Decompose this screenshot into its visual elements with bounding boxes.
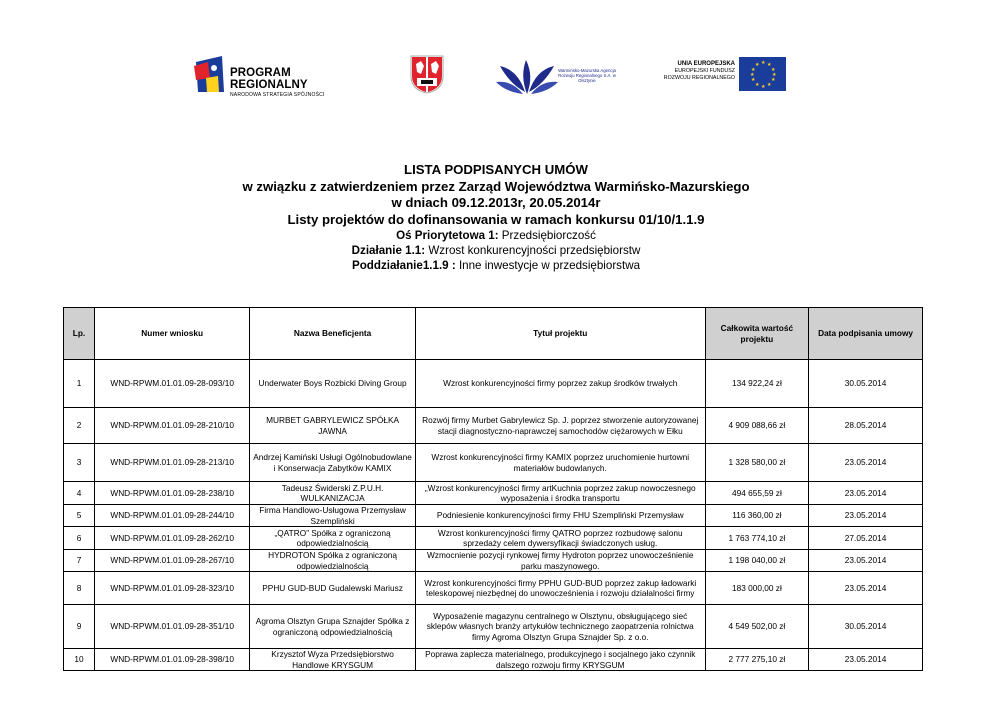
submeasure	[0, 258, 992, 273]
program-regionalny-title: PROGRAM REGIONALNY	[230, 67, 308, 91]
cell-data: 27.05.2014	[809, 527, 923, 550]
program-regionalny-emblem-icon	[192, 52, 232, 98]
measure-label: Działanie 1.1:	[351, 244, 426, 257]
cell-nazwa: Firma Handlowo-Usługowa Przemysław Szempliński	[250, 505, 416, 527]
cell-nazwa: Krzysztof Wyza Przedsiębiorstwo Handlowe KRYSGUM	[250, 649, 416, 671]
cell-tytul: Wzrost konkurencyjności firmy poprzez zakup środków trwałych	[415, 360, 705, 408]
eu-line2: EUROPEJSKI FUNDUSZ	[674, 68, 735, 74]
heading-line2: w związku z zatwierdzeniem przez Zarząd Województwa Warmińsko-Mazurskiego	[242, 178, 750, 194]
cell-tytul: Wzmocnienie pozycji rynkowej firmy Hydroton poprzez unowocześnienie parku maszynowego.	[415, 550, 705, 572]
header-data: Data podpisania umowy	[809, 308, 923, 360]
heading-line3: w dniach 09.12.2013r, 20.05.2014r	[391, 195, 601, 210]
table-body	[64, 360, 923, 671]
cell-wartosc: 116 360,00 zł	[705, 505, 808, 527]
cell-numer: WND-RPWM.01.01.09-28-210/10	[95, 408, 250, 444]
svg-text:★: ★	[750, 72, 755, 78]
agency-logo	[496, 54, 616, 96]
priority-axis-label: Oś Priorytetowa 1:	[396, 229, 499, 242]
cell-lp: 6	[64, 527, 95, 550]
cell-data: 23.05.2014	[809, 482, 923, 505]
svg-text:★: ★	[755, 82, 760, 88]
cell-lp: 1	[64, 360, 95, 408]
cell-wartosc: 1 763 774,10 zł	[705, 527, 808, 550]
table-row	[64, 444, 923, 482]
cell-numer: WND-RPWM.01.01.09-28-398/10	[95, 649, 250, 671]
header-wartosc: Całkowita wartość projektu	[705, 308, 808, 360]
cell-tytul: Wzrost konkurencyjności firmy QATRO poprzez rozbudowę salonu sprzedaży celem dywersyfikacji świadczonych usług.	[415, 527, 705, 550]
submeasure-label: Poddziałanie1.1.9 :	[351, 259, 456, 272]
cell-wartosc: 183 000,00 zł	[705, 572, 808, 605]
cell-lp: 9	[64, 605, 95, 649]
cell-lp: 4	[64, 482, 95, 505]
cell-lp: 8	[64, 572, 95, 605]
cell-nazwa: MURBET GABRYLEWICZ SPÓŁKA JAWNA	[250, 408, 416, 444]
cell-wartosc: 494 655,59 zł	[705, 482, 808, 505]
contracts-table	[63, 307, 923, 671]
cell-numer: WND-RPWM.01.01.09-28-267/10	[95, 550, 250, 572]
coat-of-arms-logo	[409, 54, 445, 94]
cell-data: 23.05.2014	[809, 572, 923, 605]
agency-name: Warmińsko-Mazurska Agencja Rozwoju Regionalnego S.A. w Olsztynie	[558, 68, 616, 83]
cell-tytul: Poprawa zaplecza materialnego, produkcyjnego i socjalnego jako czynnik dalszego rozwoju firmy KRYSGUM	[415, 649, 705, 671]
table-row	[64, 360, 923, 408]
table-row	[64, 408, 923, 444]
cell-data: 30.05.2014	[809, 360, 923, 408]
priority-axis-value: Przedsiębiorczość	[498, 229, 596, 242]
cell-numer: WND-RPWM.01.01.09-28-213/10	[95, 444, 250, 482]
cell-nazwa: Andrzej Kamiński Usługi Ogólnobudowlane i Konserwacja Zabytków KAMIX	[250, 444, 416, 482]
eu-logo	[650, 57, 790, 93]
cell-wartosc: 1 198 040,00 zł	[705, 550, 808, 572]
svg-text:★: ★	[761, 60, 766, 66]
cell-tytul: Wzrost konkurencyjności firmy PPHU GUD-BUD poprzez zakup ładowarki teleskopowej niezbędnej do unowocześnienia i rozwoju działalności firmy	[415, 572, 705, 605]
document-heading	[0, 162, 992, 273]
cell-nazwa: Tadeusz Świderski Z.P.U.H. WULKANIZACJA	[250, 482, 416, 505]
cell-lp: 7	[64, 550, 95, 572]
logos-bar	[0, 0, 992, 110]
svg-text:★: ★	[771, 77, 776, 83]
cell-lp: 10	[64, 649, 95, 671]
cell-wartosc: 4 549 502,00 zł	[705, 605, 808, 649]
table-row	[64, 605, 923, 649]
svg-text:★: ★	[751, 67, 756, 73]
table-row	[64, 550, 923, 572]
cell-nazwa: HYDROTON Spółka z ograniczoną odpowiedzialnością	[250, 550, 416, 572]
cell-data: 30.05.2014	[809, 605, 923, 649]
program-regionalny-subtitle: NARODOWA STRATEGIA SPÓJNOŚCI	[230, 92, 325, 98]
svg-text:★: ★	[751, 77, 756, 83]
cell-tytul: Podniesienie konkurencyjności firmy FHU Szempliński Przemysław	[415, 505, 705, 527]
cell-data: 23.05.2014	[809, 550, 923, 572]
cell-wartosc: 134 922,24 zł	[705, 360, 808, 408]
cell-tytul: Wzrost konkurencyjności firmy KAMIX poprzez uruchomienie hurtowni materiałów budowlanych.	[415, 444, 705, 482]
cell-numer: WND-RPWM.01.01.09-28-323/10	[95, 572, 250, 605]
eu-flag-icon	[739, 57, 786, 91]
table-row	[64, 482, 923, 505]
svg-text:★: ★	[761, 84, 766, 90]
eu-line3: ROZWOJU REGIONALNEGO	[663, 75, 735, 81]
header-lp: Lp.	[64, 308, 95, 360]
eu-line1: UNIA EUROPEJSKA	[677, 61, 735, 67]
cell-tytul: Rozwój firmy Murbet Gabrylewicz Sp. J. poprzez stworzenie autoryzowanej stacji diagnostyczno-naprawczej samochodów ciężarowych w Ełku	[415, 408, 705, 444]
priority-axis	[0, 228, 992, 243]
cell-numer: WND-RPWM.01.01.09-28-351/10	[95, 605, 250, 649]
svg-text:★: ★	[755, 62, 760, 68]
cell-nazwa: Agroma Olsztyn Grupa Sznajder Spółka z ograniczoną odpowiedzialnością	[250, 605, 416, 649]
agency-lotus-icon	[496, 54, 558, 96]
svg-text:★: ★	[767, 82, 772, 88]
cell-numer: WND-RPWM.01.01.09-28-238/10	[95, 482, 250, 505]
table-row	[64, 572, 923, 605]
svg-text:★: ★	[772, 72, 777, 78]
cell-numer: WND-RPWM.01.01.09-28-093/10	[95, 360, 250, 408]
coat-of-arms-icon	[409, 54, 445, 94]
cell-data: 23.05.2014	[809, 649, 923, 671]
cell-wartosc: 1 328 580,00 zł	[705, 444, 808, 482]
cell-data: 23.05.2014	[809, 505, 923, 527]
cell-wartosc: 4 909 088,66 zł	[705, 408, 808, 444]
cell-lp: 5	[64, 505, 95, 527]
heading-title: LISTA PODPISANYCH UMÓW	[404, 162, 588, 177]
cell-wartosc: 2 777 275,10 zł	[705, 649, 808, 671]
table-header-row	[64, 308, 923, 360]
header-tytul: Tytuł projektu	[415, 308, 705, 360]
cell-lp: 3	[64, 444, 95, 482]
table-row	[64, 527, 923, 550]
header-numer: Numer wniosku	[95, 308, 250, 360]
cell-data: 28.05.2014	[809, 408, 923, 444]
cell-lp: 2	[64, 408, 95, 444]
cell-data: 23.05.2014	[809, 444, 923, 482]
svg-text:★: ★	[771, 67, 776, 73]
cell-tytul: „Wzrost konkurencyjności firmy artKuchnia poprzez zakup nowoczesnego wyposażenia i środka transportu	[415, 482, 705, 505]
measure	[0, 243, 992, 258]
svg-text:★: ★	[767, 62, 772, 68]
table-row	[64, 505, 923, 527]
cell-numer: WND-RPWM.01.01.09-28-244/10	[95, 505, 250, 527]
program-regionalny-logo	[192, 52, 362, 98]
cell-nazwa: PPHU GUD-BUD Gudalewski Mariusz	[250, 572, 416, 605]
header-nazwa: Nazwa Beneficjenta	[250, 308, 416, 360]
measure-value: Wzrost konkurencyjności przedsiębiorstw	[425, 244, 641, 257]
table-row	[64, 649, 923, 671]
cell-numer: WND-RPWM.01.01.09-28-262/10	[95, 527, 250, 550]
cell-nazwa: „QATRO” Spółka z ograniczoną odpowiedzialnością	[250, 527, 416, 550]
cell-nazwa: Underwater Boys Rozbicki Diving Group	[250, 360, 416, 408]
cell-tytul: Wyposażenie magazynu centralnego w Olsztynu, obsługującego sieć sklepów własnych branży artykułów technicznego zaopatrzenia rolnictwa firmy Agroma Olsztyn Grupa Sznajder Sp. z o.o.	[415, 605, 705, 649]
heading-line4: Listy projektów do dofinansowania w ramach konkursu 01/10/1.1.9	[287, 211, 705, 227]
submeasure-value: Inne inwestycje w przedsiębiorstwa	[455, 259, 641, 272]
